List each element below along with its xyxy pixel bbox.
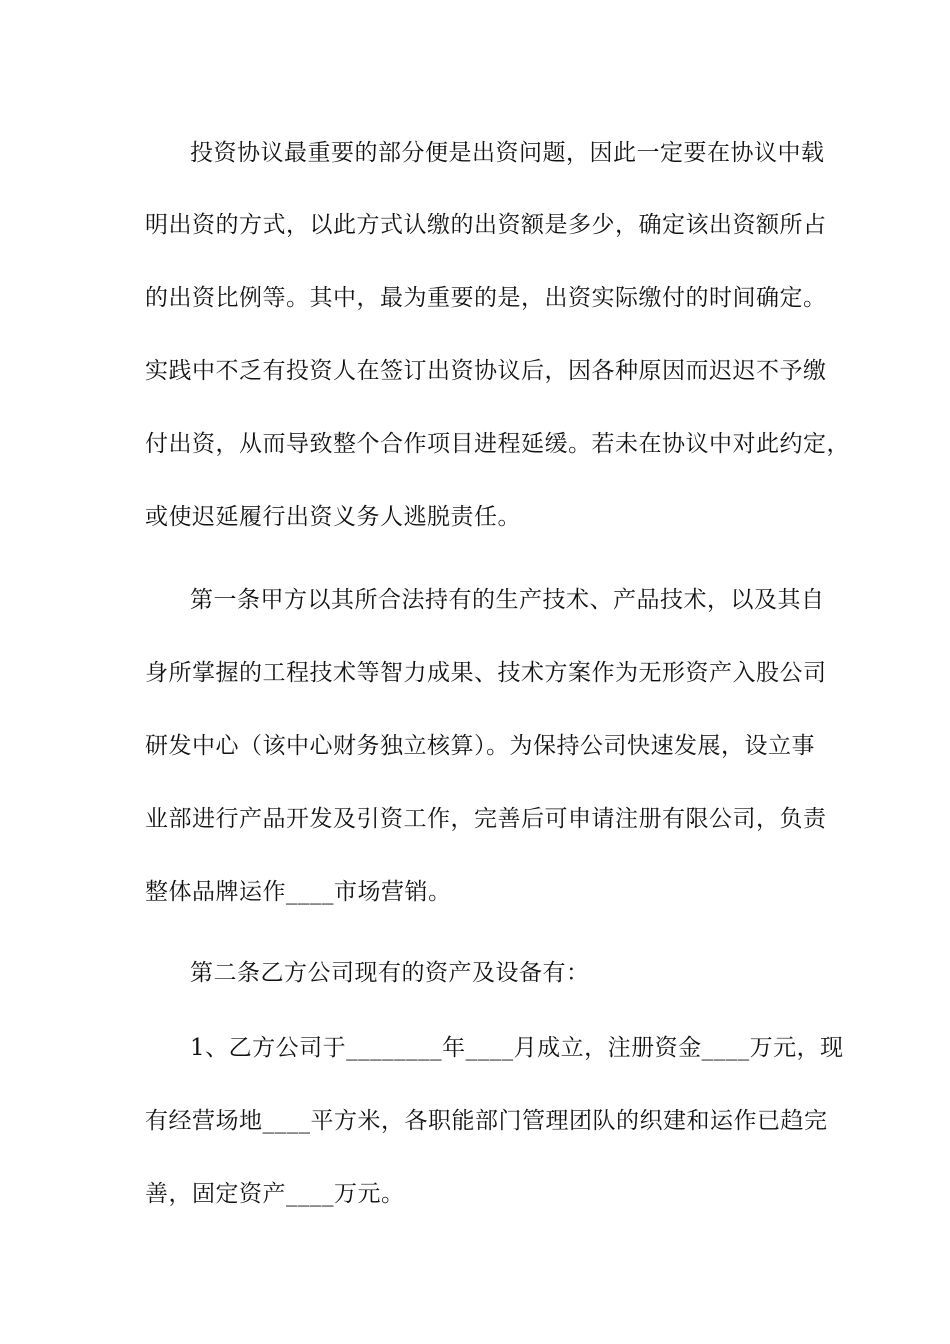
paragraph-1-line-6: 或使迟延履行出资义务人逃脱责任。 [145,504,521,530]
item-1-line-1: 1、乙方公司于________年____月成立，注册资金____万元，现 [190,1035,844,1061]
paragraph-1-line-5: 付出资，从而导致整个合作项目进程延缓。若未在协议中对此约定， [145,431,850,457]
item-1-line-3: 善，固定资产____万元。 [145,1181,405,1207]
paragraph-1-line-4: 实践中不乏有投资人在签订出资协议后，因各种原因而迟迟不予缴 [145,358,827,384]
article-1-line-1: 第一条甲方以其所合法持有的生产技术、产品技术，以及其自 [190,587,825,613]
article-1-line-4: 业部进行产品开发及引资工作，完善后可申请注册有限公司，负责 [145,806,827,832]
item-1-line-2: 有经营场地____平方米，各职能部门管理团队的织建和运作已趋完 [145,1108,828,1134]
paragraph-1-line-3: 的出资比例等。其中，最为重要的是，出资实际缴付的时间确定。 [145,285,827,311]
article-1-line-3: 研发中心（该中心财务独立核算）。为保持公司快速发展，设立事 [145,733,815,759]
article-1-line-2: 身所掌握的工程技术等智力成果、技术方案作为无形资产入股公司 [145,660,827,686]
article-2-heading: 第二条乙方公司现有的资产及设备有： [190,960,590,986]
article-1-line-5: 整体品牌运作____市场营销。 [145,879,452,905]
paragraph-1-line-1: 投资协议最重要的部分便是出资问题，因此一定要在协议中载 [190,140,825,166]
paragraph-1-line-2: 明出资的方式，以此方式认缴的出资额是多少，确定该出资额所占 [145,212,827,238]
